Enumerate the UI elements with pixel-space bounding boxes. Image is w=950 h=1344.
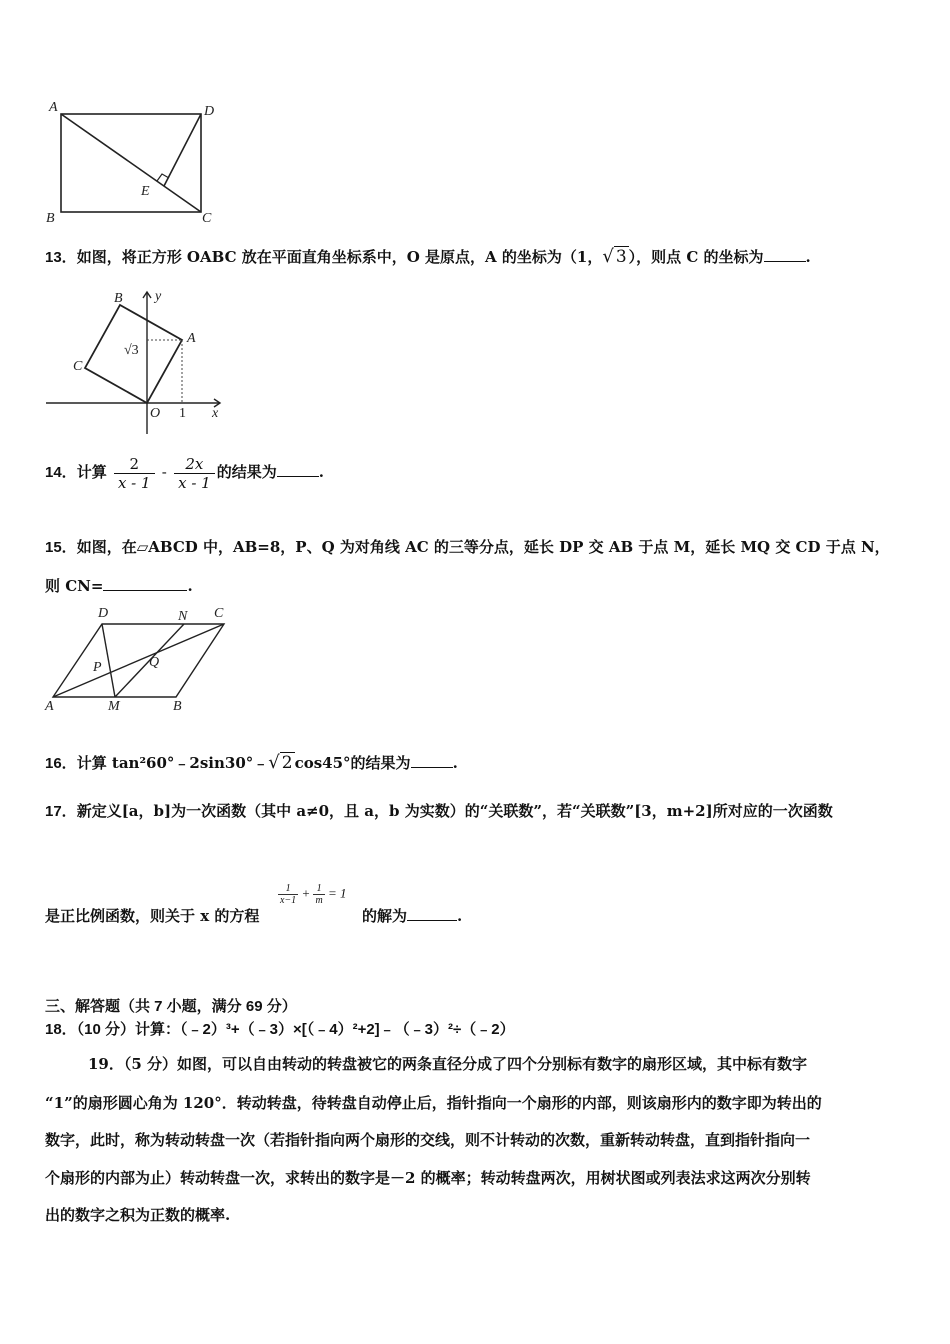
question-number: 17． — [45, 803, 77, 820]
label-d: D — [98, 606, 109, 621]
question-number: 16． — [45, 755, 77, 772]
label-c: C — [214, 606, 224, 621]
numerator: 1 — [316, 883, 322, 894]
denominator: x−1 — [280, 895, 297, 906]
radicand: 2 — [281, 753, 293, 773]
label-one: 1 — [179, 406, 186, 421]
answer-blank[interactable] — [103, 576, 187, 591]
question-16-text: 计算 tan²60°﹣2sin30°﹣ — [76, 754, 269, 772]
question-17-line2-end — [362, 906, 462, 926]
question-13-text: 如图，将正方形 OABC 放在平面直角坐标系中，O 是原点，A 的坐标为（1， — [76, 248, 603, 266]
rectangle-abcd-figure — [40, 98, 230, 228]
period: . — [187, 577, 193, 595]
period: . — [457, 907, 463, 925]
answer-blank[interactable] — [277, 462, 319, 477]
denominator: x - 1 — [114, 473, 155, 492]
label-x: x — [212, 406, 219, 421]
question-14 — [45, 453, 324, 492]
solution-label: 的解为 — [362, 907, 408, 925]
sqrt-symbol: √ 3 — [602, 246, 627, 267]
label-o: O — [150, 406, 161, 421]
label-q: Q — [149, 655, 160, 670]
equation-rhs: = 1 — [327, 885, 347, 901]
sqrt-symbol: √ 2 — [268, 752, 293, 773]
period: . — [318, 463, 324, 481]
question-19-line4: 个扇形的内部为止）转动转盘一次，求转出的数字是－2 的概率；转动转盘两次，用树状图或列表法求这两次分别转 — [45, 1169, 811, 1187]
question-19-line3: 数字，此时，称为转动转盘一次（若指针指向两个扇形的交线，则不计转动的次数，重新转动转盘，直到指针指向一 — [45, 1131, 811, 1149]
label-c: C — [202, 211, 212, 226]
fraction-1-over-m — [313, 883, 324, 906]
question-number: 14． — [45, 464, 77, 481]
label-a: A — [45, 699, 54, 714]
question-16-text-after: cos45°的结果为 — [294, 754, 411, 772]
equation-prefix: 是正比例函数，则关于 x 的方程 — [45, 907, 260, 925]
question-13-text-after: ），则点 C 的坐标为 — [628, 248, 764, 266]
parallelogram-figure — [42, 603, 232, 715]
question-15 — [45, 537, 890, 558]
question-number: 13． — [45, 249, 77, 266]
section-title: 三、解答题（共 7 小题，满分 69 分） — [45, 998, 297, 1015]
label-b: B — [173, 699, 182, 714]
minus-sign: - — [161, 463, 167, 481]
numerator: 2 — [129, 454, 140, 473]
answer-blank[interactable] — [411, 753, 453, 768]
label-b: B — [114, 291, 123, 306]
question-15-line2 — [45, 576, 193, 596]
compute-label: 计算 — [76, 463, 107, 481]
plus-sign: + — [301, 885, 311, 901]
equation-image — [278, 883, 346, 906]
label-n: N — [178, 609, 188, 624]
label-y: y — [155, 289, 162, 304]
question-17-line2 — [45, 906, 259, 926]
question-19-line1: 19．（5 分）如图，可以自由转动的转盘被它的两条直径分成了四个分别标有数字的扇形区域，其中标有数字 — [88, 1055, 808, 1073]
fraction-2-over-x-1 — [114, 455, 155, 492]
question-18: 18．（10 分）计算：（﹣2）³+（﹣3）×[（﹣4）²+2]﹣（﹣3）²÷（﹣2） — [45, 1021, 515, 1038]
answer-blank[interactable] — [407, 906, 457, 921]
label-root3: √3 — [124, 343, 139, 358]
label-a: A — [49, 100, 58, 115]
numerator: 2x — [185, 454, 204, 473]
result-label: 的结果为 — [216, 463, 277, 481]
label-b: B — [46, 211, 55, 226]
period: . — [452, 754, 458, 772]
answer-blank[interactable] — [764, 247, 806, 262]
question-number: 15． — [45, 539, 77, 556]
numerator: 1 — [285, 883, 291, 894]
denominator: m — [315, 895, 323, 906]
question-19-line2: “1”的扇形圆心角为 120°．转动转盘，待转盘自动停止后，指针指向一个扇形的内部，则该扇形内的数字即为转出的 — [45, 1094, 822, 1112]
question-15-line1: 如图，在▱ABCD 中，AB=8，P、Q 为对角线 AC 的三等分点，延长 DP 交 AB 于点 M，延长 MQ 交 CD 于点 N， — [76, 538, 890, 556]
question-17 — [45, 801, 833, 822]
period: . — [805, 248, 811, 266]
question-16 — [45, 753, 458, 774]
question-19-line5: 出的数字之积为正数的概率. — [45, 1206, 231, 1224]
question-13 — [45, 247, 811, 268]
label-m: M — [108, 699, 120, 714]
fraction-1-over-x-1 — [278, 883, 298, 906]
label-a: A — [187, 331, 196, 346]
label-c: C — [73, 359, 83, 374]
label-e: E — [141, 184, 150, 199]
fraction-2x-over-x-1 — [174, 455, 215, 492]
cn-label: 则 CN= — [45, 577, 104, 595]
denominator: x - 1 — [174, 473, 215, 492]
label-d: D — [204, 104, 215, 119]
radicand: 3 — [615, 247, 627, 267]
question-17-line1: 新定义[a，b]为一次函数（其中 a≠0，且 a，b 为实数）的“关联数”，若“关联数”[3，m+2]所对应的一次函数 — [76, 802, 833, 820]
coordinate-square-figure — [42, 286, 232, 436]
label-p: P — [93, 660, 102, 675]
